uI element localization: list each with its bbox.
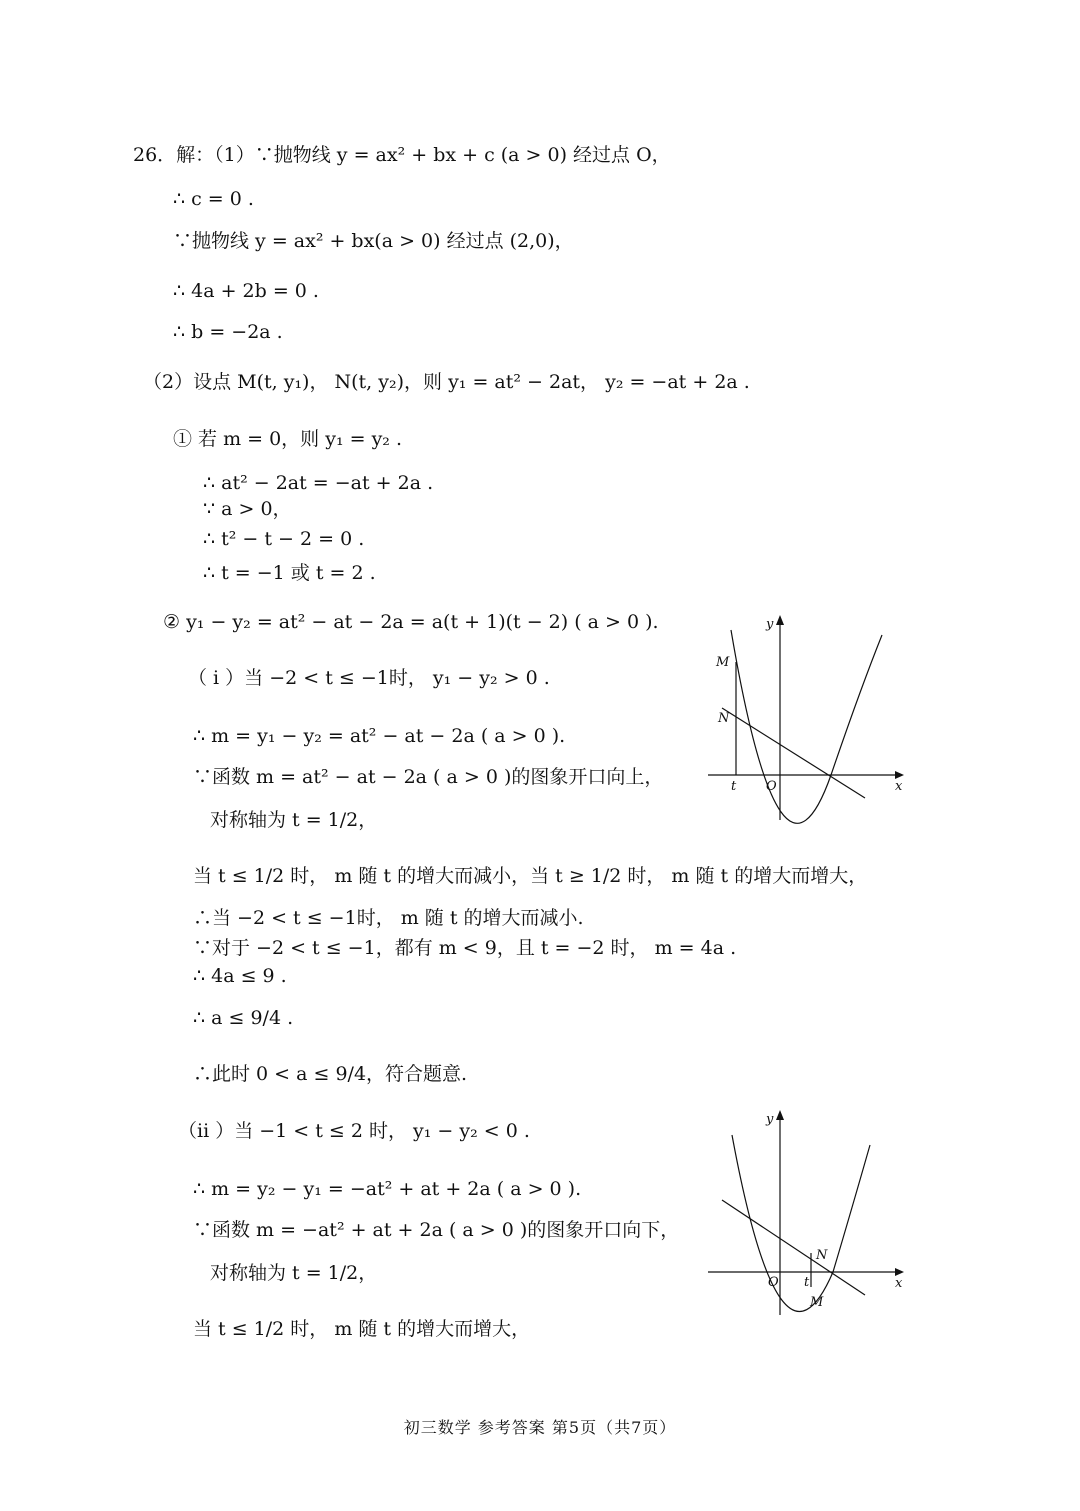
label-n: N — [718, 711, 730, 726]
subcase-i-step-b: ∵函数 m = at² − at − 2a ( a > 0 )的图象开口向上， — [193, 766, 664, 788]
figure-parabola-1 — [700, 610, 910, 825]
subcase-ii-monotonic: 当 t ≤ 1/2 时， m 随 t 的增大而增大， — [193, 1318, 531, 1340]
subcase-i-step-f: ∴ a ≤ 9/4 . — [193, 1007, 294, 1029]
case1-step-d: ∴ t = −1 或 t = 2 . — [203, 562, 376, 584]
figure-parabola-2 — [700, 1105, 910, 1320]
label-x: x — [895, 1276, 903, 1291]
subcase-i-step-e: ∴ 4a ≤ 9 . — [193, 965, 287, 987]
step-pass-point: ∵抛物线 y = ax² + bx(a > 0) 经过点 (2,0)， — [173, 230, 574, 252]
case1-heading: ① 若 m = 0，则 y₁ = y₂ . — [173, 428, 403, 450]
step-c-zero: ∴ c = 0 . — [173, 188, 254, 210]
step-4a-2b: ∴ 4a + 2b = 0 . — [173, 280, 319, 302]
subcase-i-axis: 对称轴为 t = 1/2， — [210, 809, 378, 831]
solution-heading: 26．解：（1）∵抛物线 y = ax² + bx + c (a > 0) 经过点 O， — [133, 144, 671, 166]
page-footer: 初三数学 参考答案 第5页（共7页） — [403, 1418, 677, 1437]
x-axis-arrow — [895, 771, 904, 779]
subcase-ii-axis: 对称轴为 t = 1/2， — [210, 1262, 378, 1284]
line-n-graph — [722, 708, 865, 798]
subcase-i-monotonic: 当 t ≤ 1/2 时， m 随 t 的增大而减小，当 t ≥ 1/2 时， m 随 t 的增大而增大， — [193, 865, 868, 887]
subcase-ii-step-b: ∵函数 m = −at² + at + 2a ( a > 0 )的图象开口向下， — [193, 1219, 680, 1241]
label-m: M — [810, 1295, 824, 1310]
case1-step-a: ∴ at² − 2at = −at + 2a . — [203, 472, 434, 494]
label-n: N — [816, 1248, 828, 1263]
subcase-i-conclusion: ∴此时 0 < a ≤ 9/4，符合题意. — [193, 1063, 468, 1085]
line-n-graph — [722, 1200, 865, 1295]
label-t: t — [731, 779, 737, 794]
part2-setup: （2）设点 M(t, y₁)， N(t, y₂)，则 y₁ = at² − 2at， y₂ = −at + 2a . — [143, 371, 750, 393]
y-axis-arrow — [776, 615, 784, 625]
case1-step-c: ∴ t² − t − 2 = 0 . — [203, 528, 365, 550]
label-y: y — [766, 1112, 774, 1127]
subcase-i-step-d: ∵对于 −2 < t ≤ −1，都有 m < 9，且 t = −2 时， m = 4a . — [193, 937, 737, 959]
label-m: M — [716, 655, 730, 670]
y-axis-arrow — [776, 1110, 784, 1120]
case1-step-b: ∵ a > 0， — [203, 498, 292, 520]
subcase-ii-heading: （ii ）当 −1 < t ≤ 2 时， y₁ − y₂ < 0 . — [178, 1120, 530, 1142]
subcase-i-step-a: ∴ m = y₁ − y₂ = at² − at − 2a ( a > 0 ). — [193, 725, 566, 747]
label-o: O — [768, 1275, 779, 1290]
step-b-value: ∴ b = −2a . — [173, 321, 283, 343]
subcase-i-heading: （ i ）当 −2 < t ≤ −1时， y₁ − y₂ > 0 . — [188, 667, 550, 689]
subcase-ii-step-a: ∴ m = y₂ − y₁ = −at² + at + 2a ( a > 0 ). — [193, 1178, 582, 1200]
label-t: t — [804, 1275, 810, 1290]
label-o: O — [766, 779, 777, 794]
label-x: x — [895, 779, 903, 794]
x-axis-arrow — [895, 1268, 904, 1276]
label-y: y — [766, 617, 774, 632]
subcase-i-step-c: ∴当 −2 < t ≤ −1时， m 随 t 的增大而减小. — [193, 907, 584, 929]
case2-heading: ② y₁ − y₂ = at² − at − 2a = a(t + 1)(t − 2) ( a > 0 ). — [163, 611, 659, 633]
